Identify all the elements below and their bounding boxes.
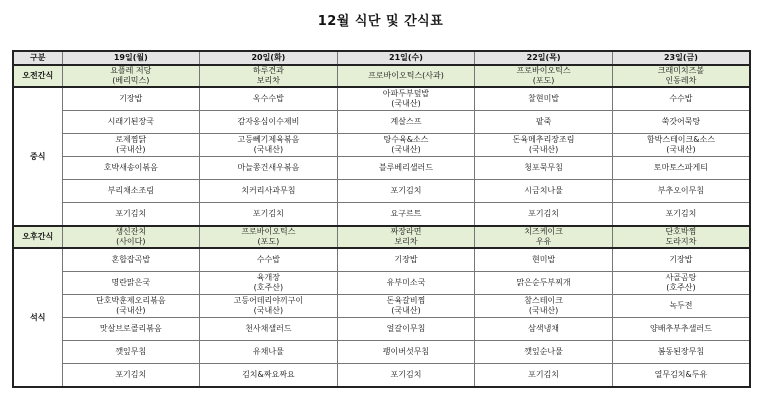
menu-item-text: 청포묵무침 — [524, 163, 563, 173]
am-snack-thu — [475, 65, 613, 87]
dinner-wed — [337, 294, 475, 317]
lunch-row — [13, 110, 750, 133]
lunch-mon — [62, 157, 200, 180]
dinner-mon — [62, 294, 200, 317]
am-snack-row — [13, 65, 750, 87]
menu-item-text: (국내산) — [391, 305, 421, 315]
lunch-wed — [337, 180, 475, 203]
lunch-fri — [612, 87, 750, 110]
dinner-fri — [612, 271, 750, 294]
menu-item-text: 맑은순두부찌개 — [516, 277, 571, 287]
menu-item-text: 감자옹심이수제비 — [237, 116, 300, 126]
dinner-row — [13, 294, 750, 317]
menu-item-text: (사이다) — [116, 237, 146, 247]
menu-item-text: 찰현미밥 — [528, 93, 560, 103]
menu-item-text: 보리차 — [394, 237, 418, 247]
lunch-wed — [337, 110, 475, 133]
page-title: 12월 식단 및 간식표 — [317, 14, 444, 29]
menu-item-text: 열무김치&두유 — [654, 370, 708, 380]
menu-item-text: (국내산) — [116, 144, 146, 154]
lunch-wed — [337, 157, 475, 180]
lunch-row — [13, 87, 750, 110]
menu-item-text: 짜장라면 — [390, 227, 422, 237]
header-day-fri: 23일(금) — [612, 51, 750, 65]
dinner-thu — [475, 341, 613, 364]
lunch-tue — [200, 203, 338, 226]
pm-snack-tue — [200, 226, 338, 248]
dinner-tue — [200, 271, 338, 294]
menu-item-text: 치커리사과무침 — [241, 186, 296, 196]
menu-item-text: 참스테이크 — [524, 295, 563, 305]
menu-item-text: 돈육메추리장조림 — [512, 134, 575, 144]
am-snack-fri — [612, 65, 750, 87]
menu-item-text: 유채나물 — [252, 347, 284, 357]
menu-item-text: 크래미치즈볼 — [657, 66, 705, 76]
lunch-mon — [62, 110, 200, 133]
menu-item-text: 생신잔치 — [115, 227, 147, 237]
menu-item-text: 깻잎순나물 — [524, 347, 563, 357]
menu-item-text: (국내산) — [391, 98, 421, 108]
category-lunch: 중식 — [13, 87, 62, 226]
menu-item-text: (호주산) — [253, 282, 284, 292]
dinner-wed — [337, 248, 475, 271]
dinner-fri — [612, 318, 750, 341]
menu-item-text: 부리채소조림 — [107, 186, 154, 196]
am-snack-wed — [337, 65, 475, 87]
menu-item-text: (국내산) — [253, 144, 284, 154]
menu-item-text: 탕수육&소스 — [383, 134, 429, 144]
dinner-row — [13, 341, 750, 364]
lunch-thu — [475, 87, 613, 110]
menu-item-text: 함박스테이크&소스 — [646, 134, 715, 144]
menu-item-text: 육개장 — [256, 272, 280, 282]
dinner-thu — [475, 248, 613, 271]
category-am-snack: 오전간식 — [13, 65, 62, 87]
menu-item-text: 부추오이무침 — [657, 186, 705, 196]
lunch-tue — [200, 110, 338, 133]
menu-item-text: 보리차 — [256, 76, 280, 86]
pm-snack-mon — [62, 226, 200, 248]
pm-snack-fri — [612, 226, 750, 248]
lunch-mon — [62, 87, 200, 110]
dinner-row — [13, 248, 750, 271]
menu-item-text: 혼합잡곡밥 — [111, 254, 151, 264]
menu-item-text: 도라지차 — [665, 237, 697, 247]
menu-item-text: 포기김치 — [252, 209, 284, 219]
menu-item-text: 수수밥 — [669, 93, 693, 103]
menu-item-text: (포도) — [532, 76, 555, 86]
menu-item-text: 요플레 저당 — [110, 66, 152, 76]
lunch-thu — [475, 157, 613, 180]
menu-item-text: 요구르트 — [390, 209, 422, 219]
dinner-wed — [337, 271, 475, 294]
menu-item-text: 포기김치 — [665, 209, 697, 219]
am-snack-mon — [62, 65, 200, 87]
menu-item-text: 맛살브로콜리볶음 — [99, 324, 162, 334]
menu-item-text: 시금치나물 — [524, 186, 563, 196]
menu-item-text: 사골곰탕 — [665, 272, 697, 282]
menu-item-text: 쑥갓어묵탕 — [661, 116, 701, 126]
lunch-row — [13, 180, 750, 203]
menu-item-text: 토마토스파게티 — [653, 163, 708, 173]
menu-item-text: 얼갈이무침 — [386, 324, 426, 334]
lunch-fri — [612, 133, 750, 156]
dinner-thu — [475, 364, 613, 387]
menu-item-text: (국내산) — [391, 144, 421, 154]
menu-item-text: 녹두전 — [669, 300, 693, 310]
menu-item-text: 포기김치 — [390, 370, 422, 380]
menu-item-text: 수수밥 — [256, 254, 280, 264]
menu-item-text: 팥죽 — [535, 116, 552, 126]
lunch-fri — [612, 180, 750, 203]
lunch-tue — [200, 180, 338, 203]
dinner-tue — [200, 364, 338, 387]
menu-item-text: 포기김치 — [528, 209, 560, 219]
lunch-wed — [337, 87, 475, 110]
lunch-tue — [200, 157, 338, 180]
category-dinner: 석식 — [13, 248, 62, 387]
dinner-wed — [337, 364, 475, 387]
menu-item-text: 계살스프 — [390, 116, 422, 126]
header-category: 구분 — [13, 51, 62, 65]
dinner-tue — [200, 341, 338, 364]
menu-item-text: 돈육갈비찜 — [386, 295, 426, 305]
lunch-fri — [612, 203, 750, 226]
dinner-mon — [62, 318, 200, 341]
lunch-row — [13, 133, 750, 156]
menu-item-text: 호박새송이볶음 — [103, 163, 158, 173]
lunch-tue — [200, 87, 338, 110]
header-day-mon: 19일(월) — [62, 51, 200, 65]
lunch-thu — [475, 110, 613, 133]
menu-item-text: 팽이버섯무침 — [382, 347, 430, 357]
dinner-row — [13, 318, 750, 341]
lunch-thu — [475, 133, 613, 156]
menu-item-text: 천사채샐러드 — [245, 324, 292, 334]
menu-item-text: (국내산) — [528, 305, 559, 315]
category-pm-snack: 오후간식 — [13, 226, 62, 248]
menu-item-text: 로제찜닭 — [115, 134, 147, 144]
menu-item-text: 김치&짜요짜요 — [242, 370, 295, 380]
menu-item-text: 포기김치 — [528, 370, 560, 380]
header-row — [13, 51, 750, 65]
menu-item-text: 인동레차 — [665, 76, 697, 86]
pm-snack-thu — [475, 226, 613, 248]
menu-item-text: 단호박찜 — [665, 227, 697, 237]
dinner-thu — [475, 294, 613, 317]
menu-item-text: 깻잎무침 — [115, 347, 147, 357]
pm-snack-wed — [337, 226, 475, 248]
dinner-fri — [612, 294, 750, 317]
menu-item-text: 삼색냉채 — [528, 324, 560, 334]
dinner-fri — [612, 341, 750, 364]
menu-item-text: 우유 — [535, 237, 552, 247]
menu-item-text: 유부미소국 — [386, 277, 426, 287]
menu-item-text: (국내산) — [528, 144, 559, 154]
lunch-wed — [337, 203, 475, 226]
am-snack-tue — [200, 65, 338, 87]
menu-item-text: 프로바이오틱스(사과) — [368, 71, 444, 81]
menu-table — [12, 50, 751, 388]
dinner-row — [13, 271, 750, 294]
dinner-fri — [612, 364, 750, 387]
menu-item-text: (베리믹스) — [112, 76, 150, 86]
menu-item-text: (국내산) — [116, 305, 146, 315]
header-day-wed: 21일(수) — [337, 51, 475, 65]
dinner-thu — [475, 318, 613, 341]
lunch-wed — [337, 133, 475, 156]
lunch-mon — [62, 180, 200, 203]
menu-item-text: 양배추부추샐러드 — [650, 324, 712, 334]
menu-item-text: 현미밥 — [531, 254, 556, 264]
menu-item-text: 하루견과 — [252, 66, 284, 76]
menu-item-text: 포기김치 — [115, 209, 147, 219]
menu-item-text: (호주산) — [666, 282, 696, 292]
dinner-row — [13, 364, 750, 387]
menu-item-text: 프로바이오틱스 — [516, 66, 571, 76]
dinner-mon — [62, 248, 200, 271]
menu-item-text: 고등뻬기제육볶음 — [237, 134, 300, 144]
menu-item-text: 단호박훈제오리볶음 — [96, 295, 166, 305]
header-day-thu: 22일(목) — [475, 51, 613, 65]
menu-item-text: 치즈케이크 — [524, 227, 563, 237]
menu-item-text: 옥수수밥 — [252, 93, 284, 103]
dinner-mon — [62, 364, 200, 387]
menu-item-text: 프로바이오틱스 — [241, 227, 296, 237]
menu-item-text: 기장밥 — [119, 93, 143, 103]
lunch-fri — [612, 157, 750, 180]
menu-item-text: 봄동된장무침 — [657, 347, 705, 357]
menu-item-text: 기장밥 — [669, 254, 693, 264]
pm-snack-row — [13, 226, 750, 248]
dinner-mon — [62, 341, 200, 364]
dinner-wed — [337, 318, 475, 341]
dinner-mon — [62, 271, 200, 294]
menu-item-text: 명란맑은국 — [111, 277, 151, 287]
dinner-tue — [200, 294, 338, 317]
menu-item-text: 기장밥 — [394, 254, 418, 264]
menu-item-text: 아파두부덮밥 — [382, 88, 430, 98]
menu-item-text: 시래기된장국 — [107, 116, 154, 126]
lunch-row — [13, 203, 750, 226]
lunch-mon — [62, 203, 200, 226]
menu-item-text: 포기김치 — [115, 370, 147, 380]
lunch-row — [13, 157, 750, 180]
menu-item-text: (국내산) — [666, 144, 696, 154]
dinner-wed — [337, 341, 475, 364]
dinner-tue — [200, 318, 338, 341]
dinner-tue — [200, 248, 338, 271]
menu-item-text: 블루베리샐러드 — [378, 163, 434, 173]
menu-item-text: 포기김치 — [390, 186, 422, 196]
header-day-tue: 20일(화) — [200, 51, 338, 65]
dinner-thu — [475, 271, 613, 294]
lunch-thu — [475, 203, 613, 226]
lunch-fri — [612, 110, 750, 133]
menu-item-text: 고등어데리야끼구이 — [233, 295, 304, 305]
lunch-tue — [200, 133, 338, 156]
menu-item-text: (국내산) — [253, 305, 284, 315]
dinner-fri — [612, 248, 750, 271]
lunch-thu — [475, 180, 613, 203]
menu-item-text: 마늘쫑건새우볶음 — [237, 163, 300, 173]
lunch-mon — [62, 133, 200, 156]
menu-item-text: (포도) — [257, 237, 280, 247]
